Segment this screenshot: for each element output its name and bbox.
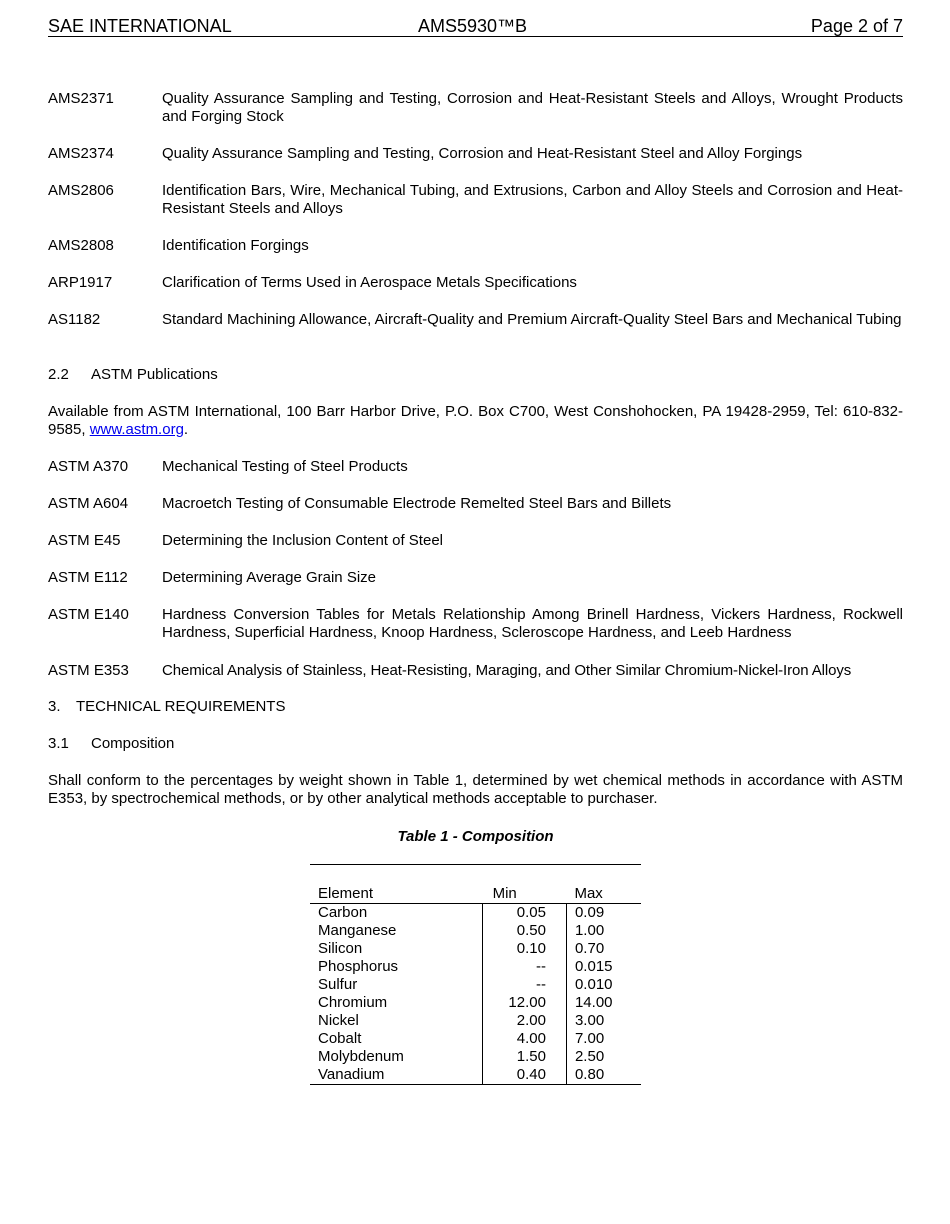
cell-max: 14.00 (566, 994, 641, 1012)
reference-code: AMS2371 (48, 90, 114, 107)
cell-element: Nickel (318, 1012, 359, 1029)
header-org: SAE INTERNATIONAL (48, 16, 232, 36)
availability-text: Available from ASTM International, 100 Barr Harbor Drive, P.O. Box C700, West Conshohocken, PA 19428-2959, Tel: 610-832-9585, (48, 403, 903, 438)
reference-title: Determining the Inclusion Content of Steel (162, 532, 443, 549)
reference-item (48, 569, 903, 587)
astm-availability-paragraph (48, 403, 903, 439)
table-row (310, 994, 641, 1012)
section-3-1-heading (48, 735, 174, 753)
cell-min: 12.00 (483, 994, 567, 1012)
reference-code: ARP1917 (48, 274, 113, 291)
cell-max: 2.50 (566, 1048, 641, 1066)
reference-item (48, 274, 903, 292)
cell-max: 0.015 (566, 958, 641, 976)
cell-element: Carbon (318, 904, 368, 921)
cell-max: 1.00 (566, 922, 641, 940)
reference-code: ASTM E353 (48, 662, 129, 679)
reference-item (48, 606, 903, 642)
cell-element: Manganese (318, 922, 397, 939)
reference-code: ASTM E45 (48, 532, 121, 549)
cell-max: 0.09 (566, 904, 641, 923)
cell-min: 0.10 (483, 940, 567, 958)
reference-title: Clarification of Terms Used in Aerospace Metals Specifications (162, 274, 577, 291)
cell-element: Chromium (318, 994, 388, 1011)
reference-code: AMS2374 (48, 145, 114, 162)
table-row (310, 1048, 641, 1066)
cell-min: 4.00 (483, 1030, 567, 1048)
table-row (310, 940, 641, 958)
column-header-min: Min (483, 885, 567, 904)
table-header-row (310, 885, 641, 904)
reference-title: Mechanical Testing of Steel Products (162, 458, 408, 475)
reference-item (48, 495, 903, 513)
cell-max: 0.80 (566, 1066, 641, 1085)
header-page-number: Page 2 of 7 (810, 16, 903, 36)
table-row (310, 1030, 641, 1048)
cell-element: Sulfur (318, 976, 358, 993)
cell-max: 3.00 (566, 1012, 641, 1030)
cell-element: Molybdenum (318, 1048, 404, 1065)
cell-min: 0.05 (483, 904, 567, 923)
reference-title: Quality Assurance Sampling and Testing, Corrosion and Heat-Resistant Steel and Alloy Forgings (162, 145, 803, 162)
page-header (48, 14, 903, 37)
reference-item (48, 237, 903, 255)
reference-title: Identification Forgings (162, 237, 309, 254)
section-3-heading (48, 698, 285, 716)
reference-code: AMS2808 (48, 237, 114, 254)
cell-max: 7.00 (566, 1030, 641, 1048)
reference-code: ASTM A604 (48, 495, 129, 512)
reference-title: Hardness Conversion Tables for Metals Relationship Among Brinell Hardness, Vickers Hardness, Rockwell Hardness, Superficial Hardness, Knoop Hardness, Scleroscope Hardness, and Leeb Hardness (162, 606, 903, 641)
composition-paragraph: Shall conform to the percentages by weight shown in Table 1, determined by wet chemical methods in accordance with ASTM E353, by spectrochemical methods, or by other analytical methods acceptable to purchaser. (48, 772, 903, 807)
section-number: 3. (48, 698, 61, 715)
table-row (310, 922, 641, 940)
reference-item (48, 532, 903, 550)
reference-item (48, 90, 903, 126)
reference-code: ASTM E112 (48, 569, 128, 586)
reference-code: AS1182 (48, 311, 101, 328)
table-row (310, 976, 641, 994)
table-row (310, 1066, 641, 1085)
reference-code: ASTM E140 (48, 606, 129, 623)
table-row (310, 1012, 641, 1030)
section-title: Composition (91, 735, 175, 752)
cell-element: Cobalt (318, 1030, 362, 1047)
cell-min: -- (483, 958, 567, 976)
reference-item (48, 458, 903, 476)
table-row (310, 904, 641, 923)
cell-min: 0.50 (483, 922, 567, 940)
reference-title: Identification Bars, Wire, Mechanical Tubing, and Extrusions, Carbon and Alloy Steels and Corrosion and Heat-Resistant Steels and Alloys (162, 182, 903, 217)
reference-title: Standard Machining Allowance, Aircraft-Quality and Premium Aircraft-Quality Steel Bars and Mechanical Tubing (162, 311, 902, 328)
table-row (310, 958, 641, 976)
astm-website-link[interactable]: www.astm.org (89, 421, 184, 438)
composition-table (310, 864, 641, 1085)
cell-min: 1.50 (483, 1048, 567, 1066)
reference-code: ASTM A370 (48, 458, 129, 475)
section-title: ASTM Publications (91, 366, 218, 383)
cell-element: Phosphorus (318, 958, 399, 975)
table-caption: Table 1 - Composition (397, 828, 554, 845)
cell-min: 0.40 (483, 1066, 567, 1085)
cell-max: 0.010 (566, 976, 641, 994)
cell-min: -- (483, 976, 567, 994)
cell-max: 0.70 (566, 940, 641, 958)
reference-title: Chemical Analysis of Stainless, Heat-Resisting, Maraging, and Other Similar Chromium-Nickel-Iron Alloys (162, 662, 852, 679)
section-2-2-heading (48, 366, 218, 384)
reference-item (48, 311, 903, 329)
cell-min: 2.00 (483, 1012, 567, 1030)
reference-title: Macroetch Testing of Consumable Electrode Remelted Steel Bars and Billets (162, 495, 672, 512)
reference-item (48, 182, 903, 218)
reference-item (48, 145, 903, 163)
section-number: 2.2 (48, 366, 69, 383)
reference-title: Determining Average Grain Size (162, 569, 376, 586)
cell-element: Silicon (318, 940, 363, 957)
column-header-max: Max (566, 885, 641, 904)
column-header-element: Element (310, 885, 483, 904)
availability-period: . (183, 421, 189, 438)
reference-code: AMS2806 (48, 182, 114, 199)
header-doc-number: AMS5930™B (418, 16, 528, 36)
section-title: TECHNICAL REQUIREMENTS (76, 698, 286, 715)
section-number: 3.1 (48, 735, 69, 752)
reference-item (48, 662, 903, 680)
cell-element: Vanadium (310, 1066, 483, 1085)
reference-title: Quality Assurance Sampling and Testing, Corrosion and Heat-Resistant Steels and Alloys, Wrought Products and Forging Stock (162, 90, 903, 125)
